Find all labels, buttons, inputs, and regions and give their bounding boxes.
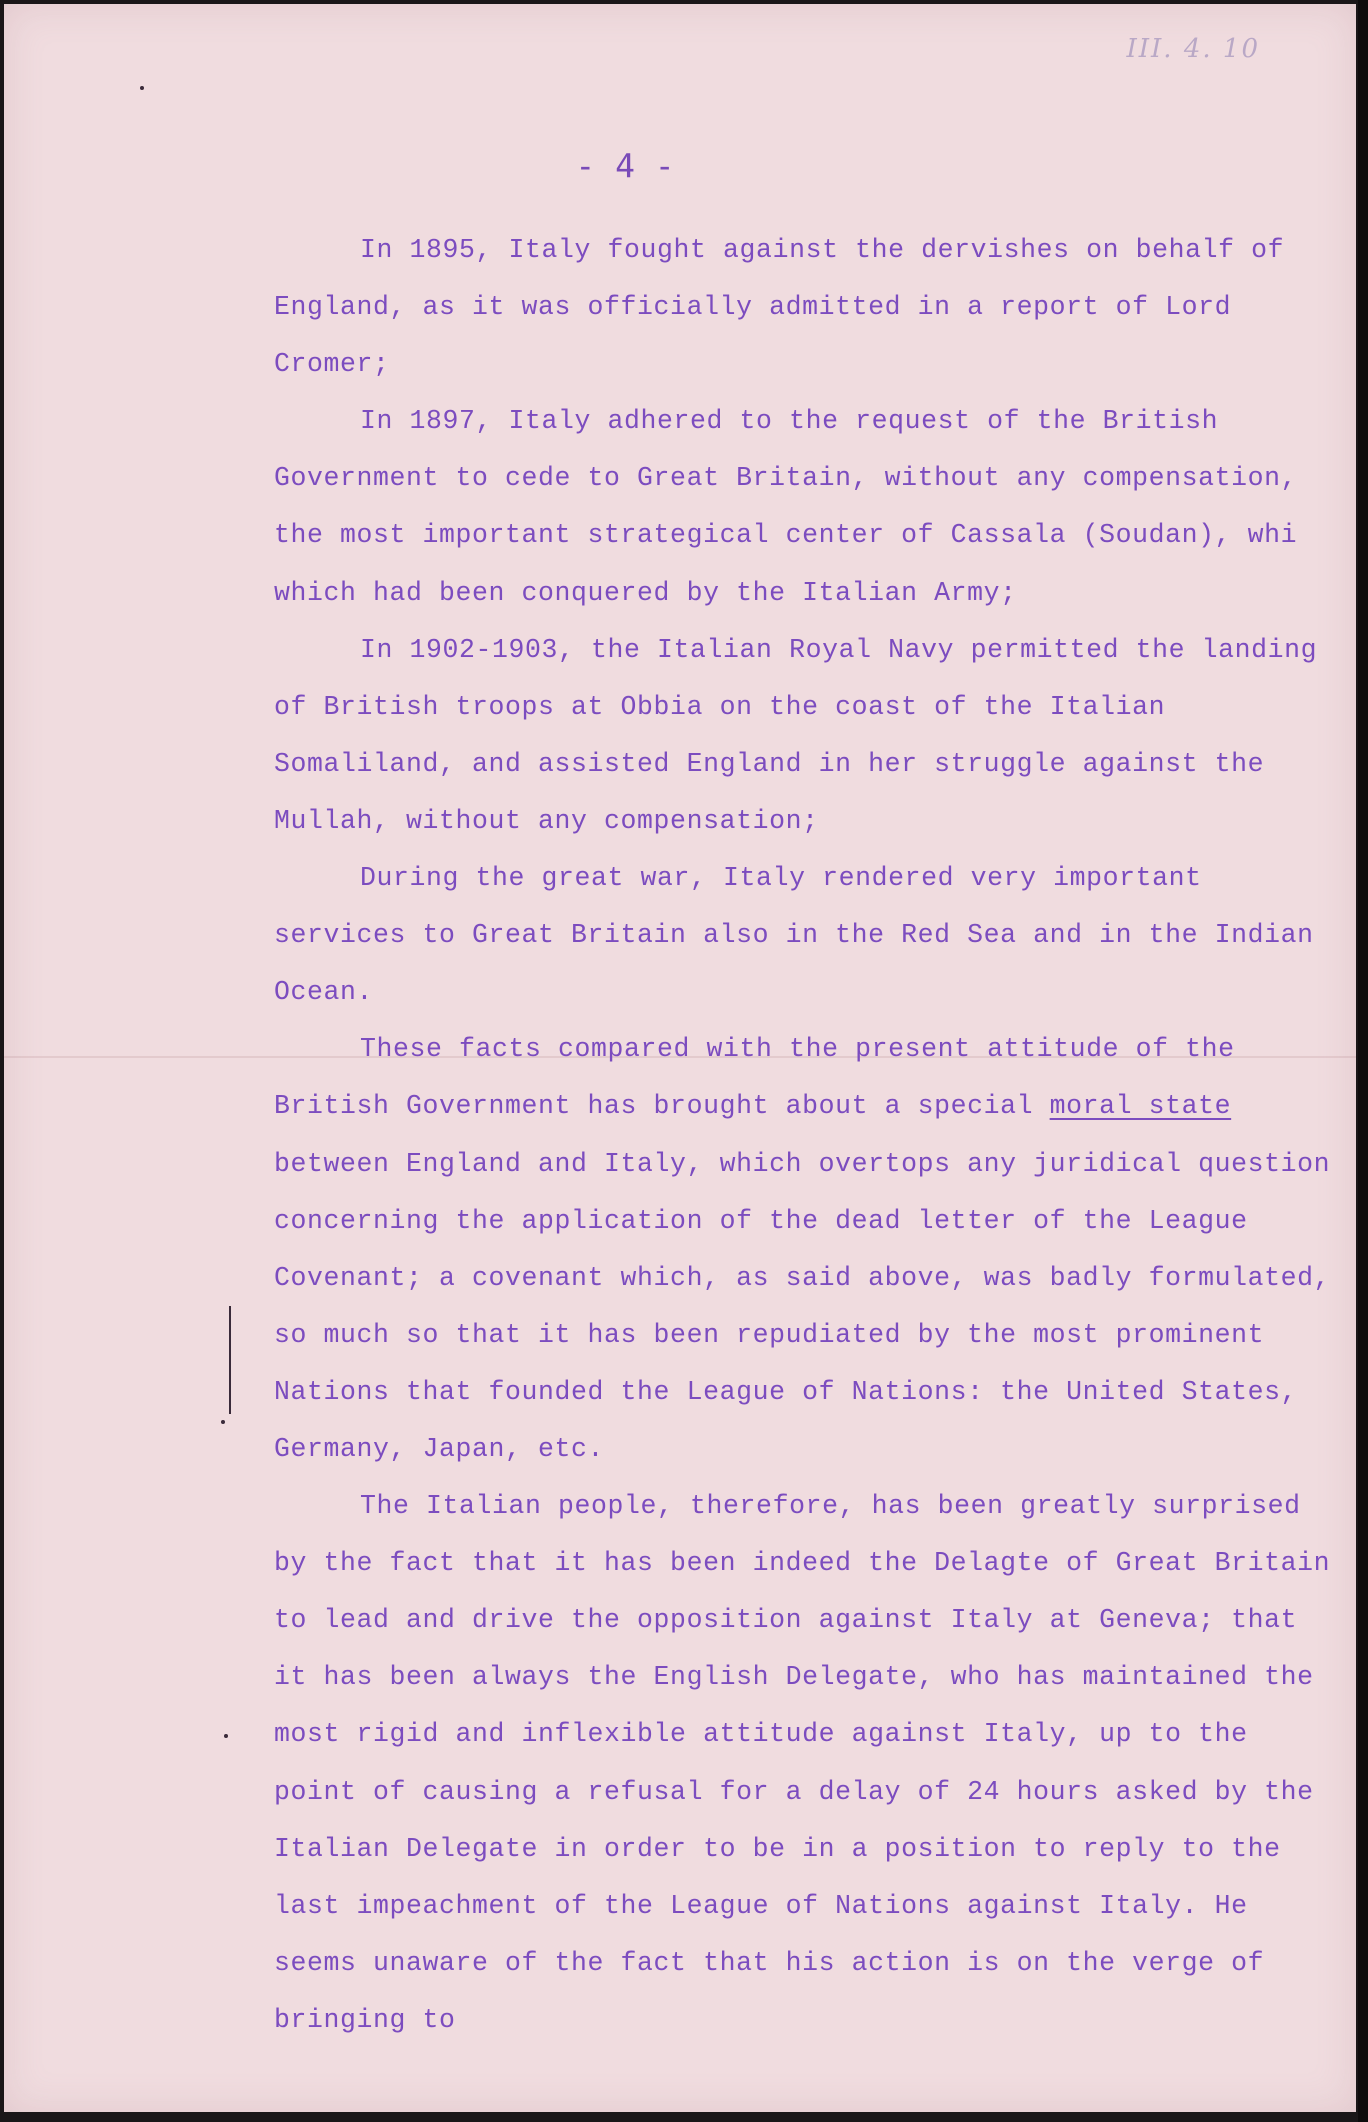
margin-mark [224,1734,228,1738]
paragraph-italian-people: The Italian people, therefore, has been greatly surprised by the fact that it has been indeed the Delagte of Great Britain to lead and drive the opposition against Italy at Geneva; that it has been always the English Delegate, who has maintained the most rigid and inflexible attitude against Italy, up to the point of causing a refusal for a delay of 24 hours asked by the Italian Delegate in order to be in a position to reply to the last impeachment of the League of Nations against Italy. He seems unaware of the fact that his action is on the verge of bringing to [274,1491,1331,2035]
margin-mark [221,1420,225,1424]
page-number: - 4 - [575,146,675,185]
margin-mark [140,86,144,90]
archive-mark: III. 4. 10 [1126,34,1260,64]
paragraph-moral-state-after: between England and Italy, which overtops any juridical question concerning the application of the dead letter of the League Covenant; a covenant which, as said above, was badly formulated, so much so that it has been repudiated by the most prominent Nations that founded the League of Nations: the United States, Germany, Japan, etc. [274,1148,1331,1464]
moral-state-underlined: moral state [1049,1091,1232,1122]
paragraph-1902: In 1902-1903, the Italian Royal Navy permitted the landing of British troops at Obbia on the coast of the Italian Somaliland, and assisted England in her struggle against the Mullah, without any compensation; [274,634,1318,836]
paragraph-moral-state-before: These facts compared with the present attitude of the British Government has brought about a special [274,1034,1235,1122]
paragraph-1897: In 1897, Italy adhered to the request of the British Government to cede to Great Britain, without any compensation, the most important strategical center of Cassala (Soudan), whi which had been conquered by the Italian Army; [274,406,1298,608]
paragraph-great-war: During the great war, Italy rendered very important services to Great Britain also in the Red Sea and in the Indian Ocean. [274,863,1314,1008]
scan-edge [1358,0,1368,2122]
document-body [274,222,1334,2049]
margin-pencil-line [229,1306,231,1414]
paragraph-1895: In 1895, Italy fought against the dervishes on behalf of England, as it was officially admitted in a report of Lord Cromer; [274,235,1285,380]
paragraph-moral-state [274,1021,1334,1478]
